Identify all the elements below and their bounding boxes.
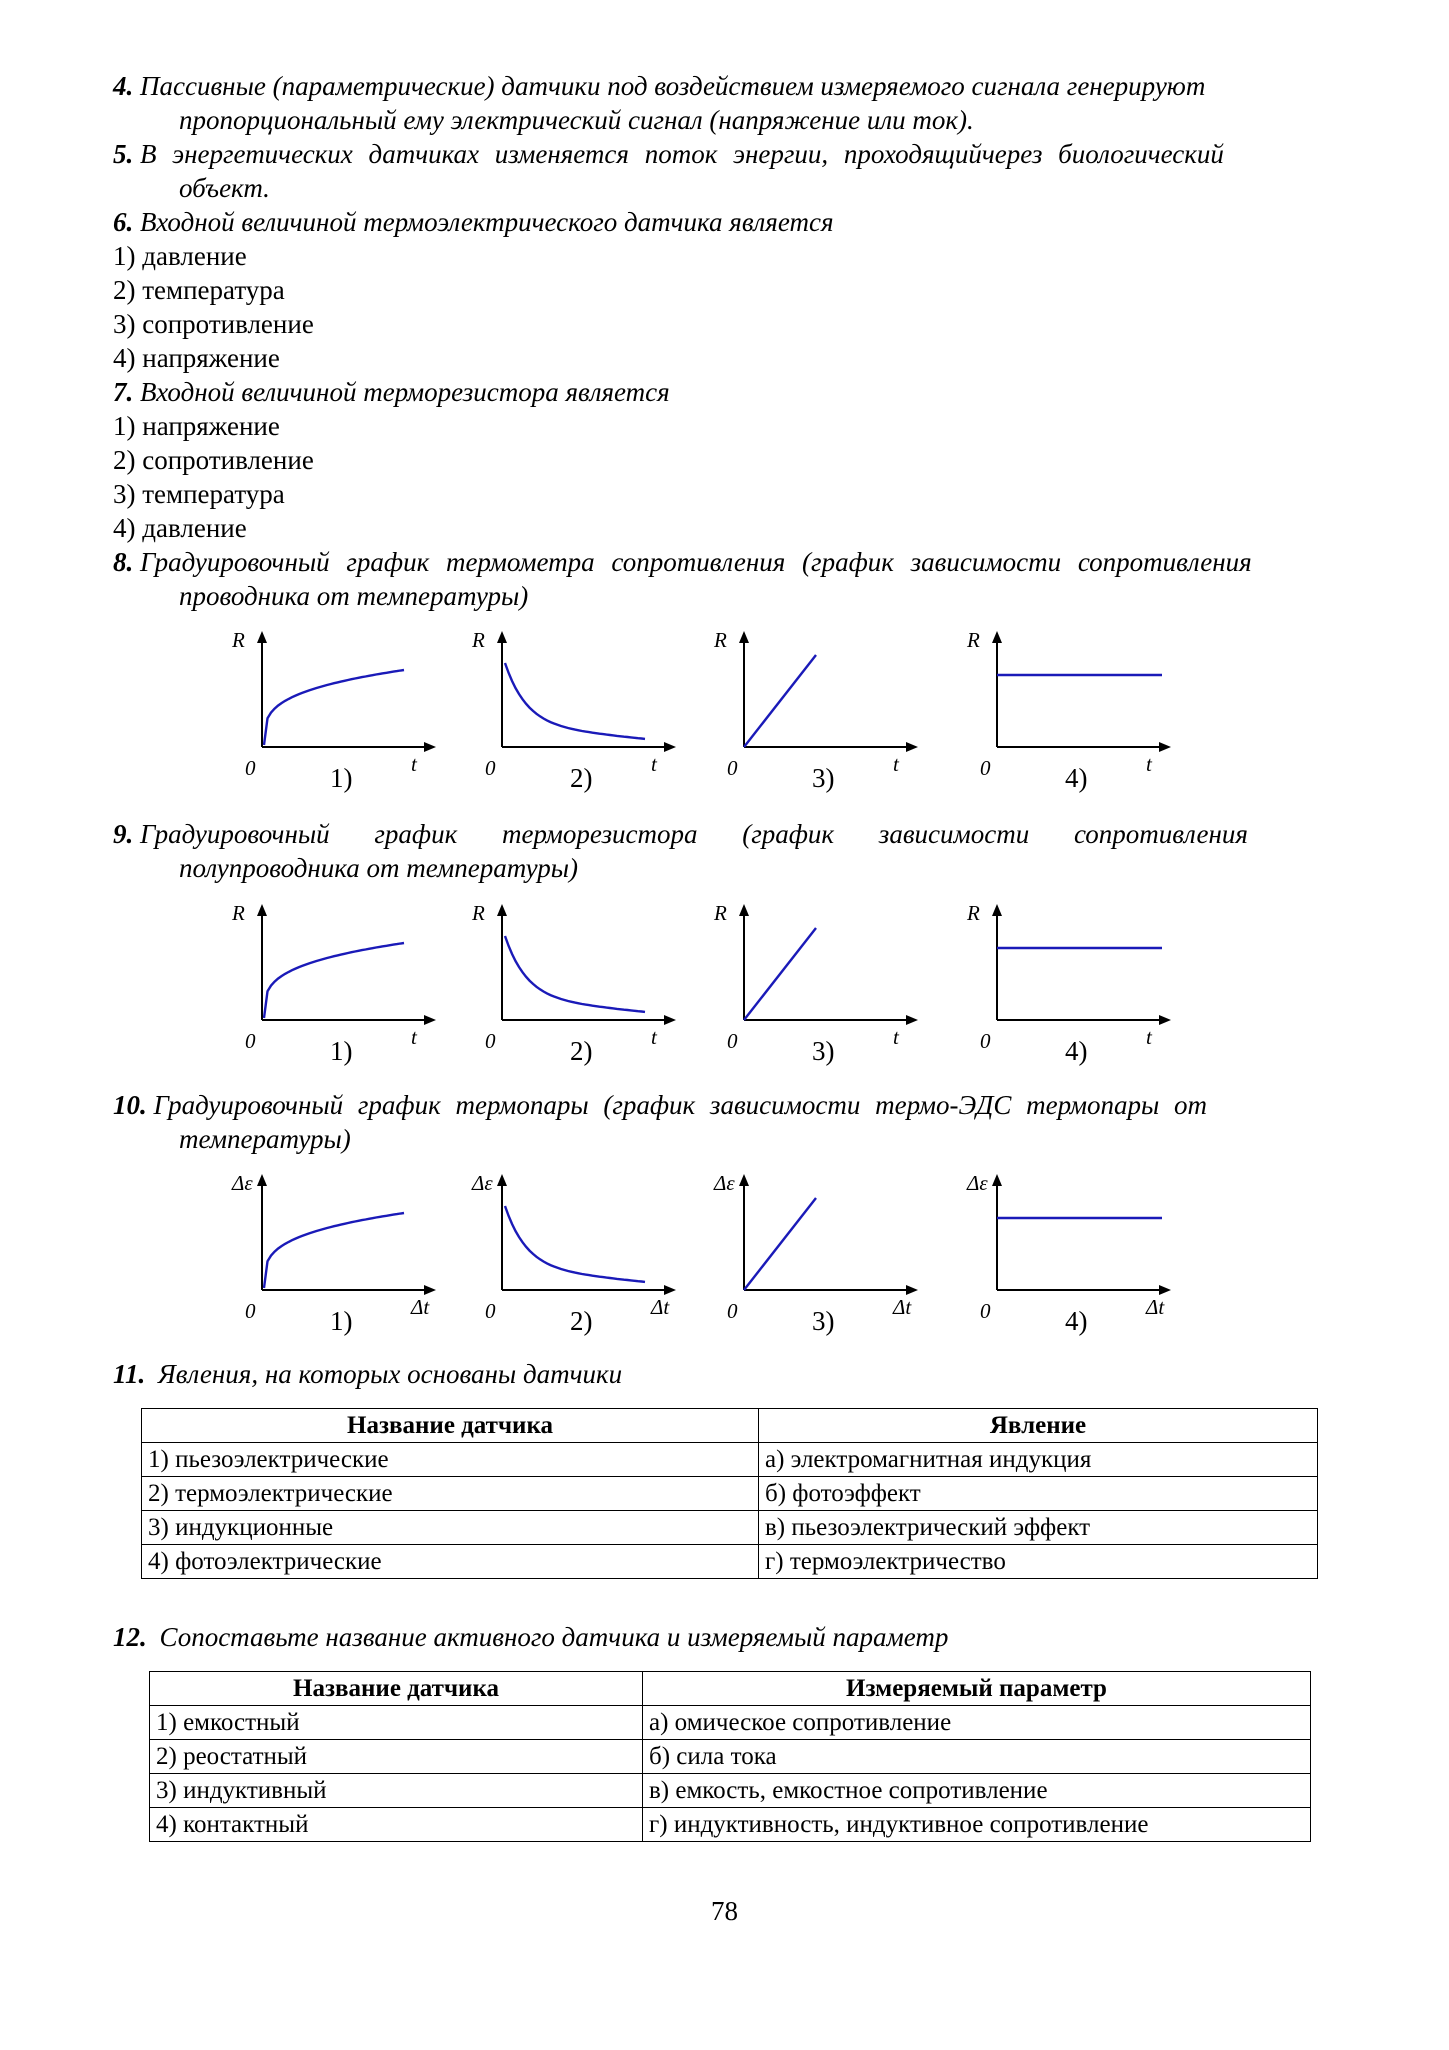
x-axis-arrow [664, 1285, 676, 1295]
table-row [142, 1443, 1318, 1477]
table-cell: 3) индуктивный [150, 1774, 643, 1808]
table-cell: 4) контактный [150, 1808, 643, 1842]
graph-1 [232, 1168, 440, 1338]
x-axis-label: t [651, 1025, 657, 1049]
q7-text: Входной величиной терморезистора является [140, 377, 670, 407]
graph-number: 2) [570, 763, 593, 793]
table-row [142, 1477, 1318, 1511]
graph-number: 4) [1065, 1036, 1088, 1066]
curve-decay [505, 936, 645, 1012]
table-cell: г) термоэлектричество [759, 1545, 1318, 1579]
q11-header-phenomenon: Явление [759, 1409, 1318, 1443]
origin-label: 0 [245, 756, 256, 780]
q7-option-2: 2) сопротивление [113, 445, 314, 475]
x-axis-label: Δt [893, 1295, 912, 1319]
graph-3 [714, 1168, 922, 1338]
q10-number: 10. [113, 1090, 147, 1120]
graph-1 [232, 625, 440, 795]
curve-decay [505, 663, 645, 739]
q11-table [141, 1408, 1318, 1579]
table-cell: г) индуктивность, индуктивное сопротивление [643, 1808, 1311, 1842]
q9-line2: полупроводника от температуры) [179, 853, 579, 883]
q7-line [113, 375, 670, 409]
q8-number: 8. [113, 547, 134, 577]
q11-text: Явления, на которых основаны датчики [158, 1359, 623, 1389]
x-axis-arrow [1159, 1285, 1171, 1295]
table-row [142, 1511, 1318, 1545]
y-axis-arrow [257, 1174, 267, 1186]
q10-text-line1: Градуировочный график термопары (график зависимости термо-ЭДС термопары от [153, 1090, 1208, 1120]
q4-line1 [113, 69, 1335, 103]
q12-header-parameter: Измеряемый параметр [643, 1672, 1311, 1706]
q9-number: 9. [113, 819, 134, 849]
y-axis-arrow [497, 631, 507, 643]
q11-header-name: Название датчика [142, 1409, 759, 1443]
q4-number: 4. [113, 71, 134, 101]
table-row [150, 1706, 1311, 1740]
curve-log [264, 1213, 404, 1288]
graph-4 [967, 625, 1175, 795]
graph-1 [232, 898, 440, 1068]
q7-number: 7. [113, 377, 134, 407]
origin-label: 0 [980, 1299, 991, 1323]
origin-label: 0 [245, 1299, 256, 1323]
y-axis-label: R [967, 901, 980, 925]
x-axis-label: t [893, 752, 899, 776]
graph-2 [472, 1168, 680, 1338]
q12-line [113, 1620, 948, 1654]
q5-line2: объект. [179, 173, 270, 203]
table-cell: в) емкость, емкостное сопротивление [643, 1774, 1311, 1808]
y-axis-arrow [739, 631, 749, 643]
curve-linear [744, 655, 816, 747]
q12-table [149, 1671, 1311, 1842]
x-axis-arrow [906, 1285, 918, 1295]
origin-label: 0 [980, 756, 991, 780]
q7-option-1: 1) напряжение [113, 411, 280, 441]
origin-label: 0 [485, 1299, 496, 1323]
table-row [150, 1740, 1311, 1774]
x-axis-arrow [906, 742, 918, 752]
q7-option-3: 3) температура [113, 479, 285, 509]
q7-option-4: 4) давление [113, 513, 247, 543]
x-axis-arrow [664, 742, 676, 752]
y-axis-label: Δε [232, 1171, 253, 1195]
q4-text-line1: Пассивные (параметрические) датчики под воздействием измеряемого сигнала генерируют [140, 71, 1206, 101]
y-axis-label: R [472, 901, 485, 925]
y-axis-arrow [257, 631, 267, 643]
y-axis-arrow [739, 1174, 749, 1186]
origin-label: 0 [485, 1029, 496, 1053]
y-axis-arrow [257, 904, 267, 916]
graph-number: 4) [1065, 763, 1088, 793]
origin-label: 0 [727, 1299, 738, 1323]
x-axis-arrow [1159, 742, 1171, 752]
y-axis-label: R [967, 628, 980, 652]
q11-number: 11. [113, 1359, 146, 1389]
graph-number: 1) [330, 1306, 353, 1336]
graph-2 [472, 625, 680, 795]
x-axis-label: t [411, 752, 417, 776]
q6-option-1: 1) давление [113, 241, 247, 271]
q10-line1 [113, 1088, 1207, 1122]
y-axis-label: Δε [714, 1171, 735, 1195]
table-row [150, 1774, 1311, 1808]
graph-3 [714, 625, 922, 795]
x-axis-label: t [893, 1025, 899, 1049]
table-cell: а) электромагнитная индукция [759, 1443, 1318, 1477]
curve-linear [744, 1198, 816, 1290]
q6-option-4: 4) напряжение [113, 343, 280, 373]
q8-line1 [113, 545, 1252, 579]
table-cell: 2) термоэлектрические [142, 1477, 759, 1511]
graph-number: 1) [330, 1036, 353, 1066]
table-cell: 1) емкостный [150, 1706, 643, 1740]
origin-label: 0 [980, 1029, 991, 1053]
table-row [150, 1808, 1311, 1842]
graph-number: 3) [812, 1306, 835, 1336]
table-cell: 4) фотоэлектрические [142, 1545, 759, 1579]
y-axis-label: Δε [472, 1171, 493, 1195]
x-axis-arrow [424, 742, 436, 752]
curve-log [264, 670, 404, 745]
y-axis-arrow [739, 904, 749, 916]
table-row [142, 1545, 1318, 1579]
origin-label: 0 [727, 1029, 738, 1053]
q8-line2: проводника от температуры) [179, 581, 529, 611]
q10-line2: температуры) [179, 1124, 351, 1154]
x-axis-label: Δt [651, 1295, 670, 1319]
q6-line [113, 205, 834, 239]
table-cell: 1) пьезоэлектрические [142, 1443, 759, 1477]
table-header-row [142, 1409, 1318, 1443]
x-axis-label: t [651, 752, 657, 776]
q11-line [113, 1357, 622, 1391]
graph-number: 2) [570, 1036, 593, 1066]
q5-text-line1: В энергетических датчиках изменяется поток энергии, проходящийчерез биологический [140, 139, 1224, 169]
q12-text: Сопоставьте название активного датчика и измеряемый параметр [159, 1622, 949, 1652]
graph-3 [714, 898, 922, 1068]
y-axis-label: R [714, 901, 727, 925]
y-axis-arrow [992, 631, 1002, 643]
graph-number: 2) [570, 1306, 593, 1336]
x-axis-arrow [424, 1015, 436, 1025]
q9-text-line1: Градуировочный график терморезистора (график зависимости сопротивления [140, 819, 1248, 849]
x-axis-arrow [664, 1015, 676, 1025]
x-axis-label: t [1146, 752, 1152, 776]
x-axis-label: t [411, 1025, 417, 1049]
table-cell: б) фотоэффект [759, 1477, 1318, 1511]
x-axis-arrow [424, 1285, 436, 1295]
y-axis-label: R [232, 628, 245, 652]
y-axis-label: Δε [967, 1171, 988, 1195]
table-cell: в) пьезоэлектрический эффект [759, 1511, 1318, 1545]
graph-4 [967, 1168, 1175, 1338]
q6-option-2: 2) температура [113, 275, 285, 305]
graph-4 [967, 898, 1175, 1068]
y-axis-arrow [992, 904, 1002, 916]
x-axis-arrow [1159, 1015, 1171, 1025]
q5-number: 5. [113, 139, 134, 169]
graph-number: 1) [330, 763, 353, 793]
graph-number: 3) [812, 763, 835, 793]
q4-line2: пропорциональный ему электрический сигнал (напряжение или ток). [179, 105, 974, 135]
table-cell: 2) реостатный [150, 1740, 643, 1774]
x-axis-label: t [1146, 1025, 1152, 1049]
x-axis-label: Δt [411, 1295, 430, 1319]
q6-number: 6. [113, 207, 134, 237]
q6-text: Входной величиной термоэлектрического датчика является [140, 207, 834, 237]
table-cell: 3) индукционные [142, 1511, 759, 1545]
table-header-row [150, 1672, 1311, 1706]
origin-label: 0 [727, 756, 738, 780]
graph-number: 4) [1065, 1306, 1088, 1336]
y-axis-label: R [714, 628, 727, 652]
origin-label: 0 [485, 756, 496, 780]
y-axis-label: R [472, 628, 485, 652]
y-axis-arrow [992, 1174, 1002, 1186]
curve-log [264, 943, 404, 1018]
x-axis-label: Δt [1146, 1295, 1165, 1319]
curve-decay [505, 1206, 645, 1282]
table-cell: б) сила тока [643, 1740, 1311, 1774]
q12-header-name: Название датчика [150, 1672, 643, 1706]
curve-linear [744, 928, 816, 1020]
q9-line1 [113, 817, 1248, 851]
graph-number: 3) [812, 1036, 835, 1066]
q6-option-3: 3) сопротивление [113, 309, 314, 339]
q8-text-line1: Градуировочный график термометра сопротивления (график зависимости сопротивления [140, 547, 1252, 577]
x-axis-arrow [906, 1015, 918, 1025]
graph-2 [472, 898, 680, 1068]
page-number: 78 [711, 1896, 738, 1926]
y-axis-arrow [497, 1174, 507, 1186]
y-axis-label: R [232, 901, 245, 925]
y-axis-arrow [497, 904, 507, 916]
table-cell: а) омическое сопротивление [643, 1706, 1311, 1740]
q12-number: 12. [113, 1622, 147, 1652]
q5-line1 [113, 137, 1224, 171]
origin-label: 0 [245, 1029, 256, 1053]
